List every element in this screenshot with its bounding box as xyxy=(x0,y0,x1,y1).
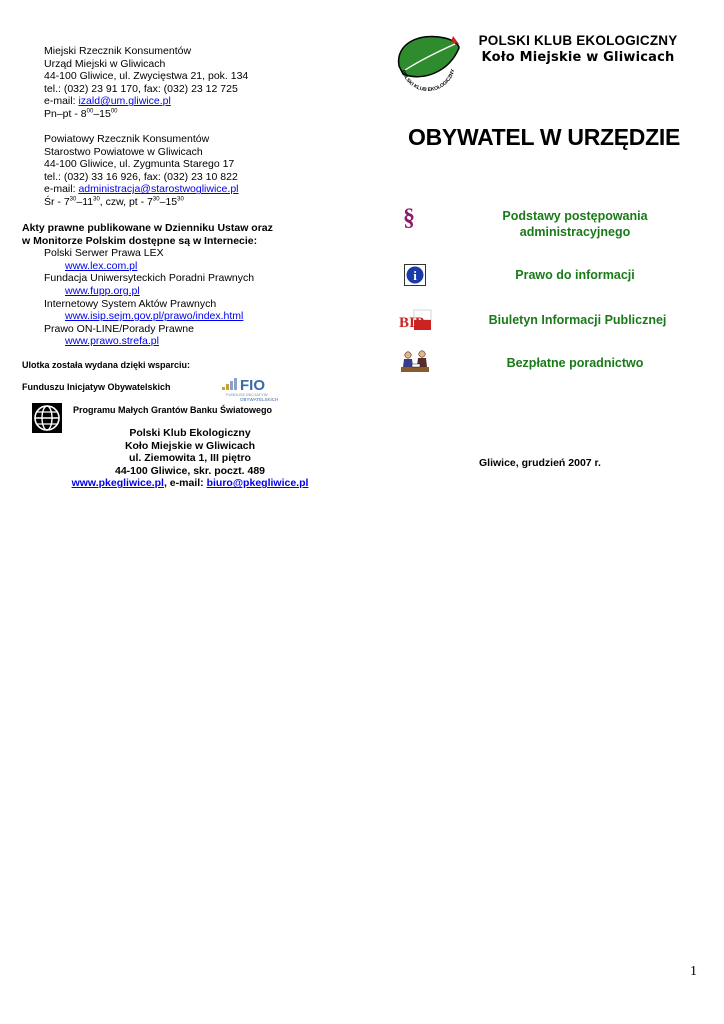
akty-item-name: Polski Serwer Prawa LEX xyxy=(44,247,164,260)
contact-sep: , e-mail: xyxy=(163,477,207,490)
akty-item-link[interactable]: www.lex.com.pl xyxy=(65,259,138,272)
contact-line3: ul. Ziemowita 1, III piętro xyxy=(129,452,251,465)
rzecznik-miejski-email-link[interactable]: izald@um.gliwice.pl xyxy=(78,95,171,108)
bip-icon-text: BIP xyxy=(399,315,425,331)
fio-logo xyxy=(222,376,278,402)
hours-sup: 30 xyxy=(152,196,160,203)
hours-text: –15 xyxy=(93,107,111,120)
hours-sup: 30 xyxy=(69,196,77,203)
hours-text: –11 xyxy=(76,195,94,208)
hours-text: Śr - 7 xyxy=(44,195,70,208)
menu-item-podstawy[interactable] xyxy=(470,208,680,240)
menu-item-label: Podstawy postępowania xyxy=(502,209,648,223)
fio-logo-sub2: OBYWATELSKICH xyxy=(240,397,278,402)
logo-ring-text: POLSKI KLUB EKOLOGICZNY xyxy=(399,68,457,92)
rzecznik-miejski-email-row xyxy=(44,95,294,108)
org-header xyxy=(462,32,694,66)
paragraph-icon: § xyxy=(403,205,415,231)
menu-item-bip[interactable]: Biuletyn Informacji Publicznej xyxy=(488,313,667,327)
email-prefix: e-mail: xyxy=(44,183,79,196)
rzecznik-powiatowy-line1: Powiatowy Rzecznik Konsumentów xyxy=(44,133,210,145)
menu-item-label: administracyjnego xyxy=(519,225,631,239)
akty-heading-line1: Akty prawne publikowane w Dzienniku Ustaw oraz xyxy=(22,222,273,234)
rzecznik-miejski-block xyxy=(44,45,294,121)
advice-icon xyxy=(399,348,431,374)
rzecznik-powiatowy-hours xyxy=(44,196,304,209)
rzecznik-powiatowy-block xyxy=(44,133,304,209)
hours-sup: 30 xyxy=(93,196,100,203)
rzecznik-miejski-line1: Miejski Rzecznik Konsumentów xyxy=(44,45,192,57)
contact-line1: Polski Klub Ekologiczny xyxy=(129,427,251,439)
contact-block xyxy=(40,427,340,490)
akty-item-name: Internetowy System Aktów Prawnych xyxy=(44,297,217,310)
akty-item-name: Prawo ON-LINE/Porady Prawne xyxy=(44,322,194,335)
menu-item-informacja[interactable]: Prawo do informacji xyxy=(515,268,635,282)
rzecznik-powiatowy-line2: Starostwo Powiatowe w Gliwicach xyxy=(44,145,203,158)
page-number: 1 xyxy=(690,964,697,979)
org-branch: Koło Miejskie w Gliwicach xyxy=(481,50,675,65)
rzecznik-powiatowy-line4: tel.: (032) 33 16 926, fax: (032) 23 10 822 xyxy=(44,170,238,183)
hours-text: –15 xyxy=(159,195,178,208)
fio-logo-sub1: FUNDUSZ INICJATYW xyxy=(226,392,268,397)
email-prefix: e-mail: xyxy=(44,95,79,108)
hours-sup: 00 xyxy=(110,108,118,115)
page-title: OBYWATEL W URZĘDZIE xyxy=(408,124,680,150)
rzecznik-miejski-line4: tel.: (032) 23 91 170, fax: (032) 23 12 725 xyxy=(44,82,238,95)
contact-web-row xyxy=(40,477,340,490)
rzecznik-miejski-line2: Urząd Miejski w Gliwicach xyxy=(44,57,166,70)
rzecznik-powiatowy-email-link[interactable]: administracja@starostwogliwice.pl xyxy=(78,183,239,196)
pke-logo xyxy=(393,30,463,92)
contact-email-link[interactable]: biuro@pkegliwice.pl xyxy=(206,477,309,490)
akty-item-link[interactable]: www.fupp.org.pl xyxy=(65,284,140,297)
akty-item-link[interactable]: www.isip.sejm.gov.pl/prawo/index.html xyxy=(65,310,244,323)
fio-label: Funduszu Inicjatyw Obywatelskich xyxy=(22,382,171,392)
org-name: POLSKI KLUB EKOLOGICZNY xyxy=(478,33,678,48)
hours-text: Pn–pt - 8 xyxy=(44,107,87,120)
akty-heading-line2: w Monitorze Polskim dostępne są w Internecie: xyxy=(22,234,258,247)
rzecznik-powiatowy-line3: 44-100 Gliwice, ul. Zygmunta Starego 17 xyxy=(44,158,235,171)
akty-prawne-block xyxy=(22,222,312,348)
hours-text: , czw, pt - 7 xyxy=(99,195,153,208)
akty-item-name: Fundacja Uniwersyteckich Poradni Prawnych xyxy=(44,272,255,285)
wsparcie-heading: Ulotka została wydana dzięki wsparciu: xyxy=(22,360,191,370)
fio-logo-graphic xyxy=(222,376,278,402)
hours-sup: 30 xyxy=(177,196,184,203)
contact-line2: Koło Miejskie w Gliwicach xyxy=(124,439,256,452)
rzecznik-powiatowy-email-row xyxy=(44,183,304,196)
date-line: Gliwice, grudzień 2007 r. xyxy=(479,457,601,469)
akty-item-link[interactable]: www.prawo.strefa.pl xyxy=(65,335,159,348)
hours-sup: 00 xyxy=(86,108,94,115)
contact-www-link[interactable]: www.pkegliwice.pl xyxy=(71,477,164,490)
bank-label: Programu Małych Grantów Banku Światowego xyxy=(73,405,273,415)
contact-line4: 44-100 Gliwice, skr. poczt. 489 xyxy=(115,464,265,477)
fio-logo-text: FIO xyxy=(240,377,265,394)
info-icon xyxy=(404,264,426,286)
rzecznik-miejski-hours xyxy=(44,108,294,121)
menu-item-poradnictwo[interactable]: Bezpłatne poradnictwo xyxy=(506,356,644,370)
bip-icon xyxy=(398,309,432,331)
info-icon-glyph: i xyxy=(413,268,417,283)
rzecznik-miejski-line3: 44-100 Gliwice, ul. Zwycięstwa 21, pok. 134 xyxy=(44,70,249,83)
akty-list xyxy=(22,247,312,348)
